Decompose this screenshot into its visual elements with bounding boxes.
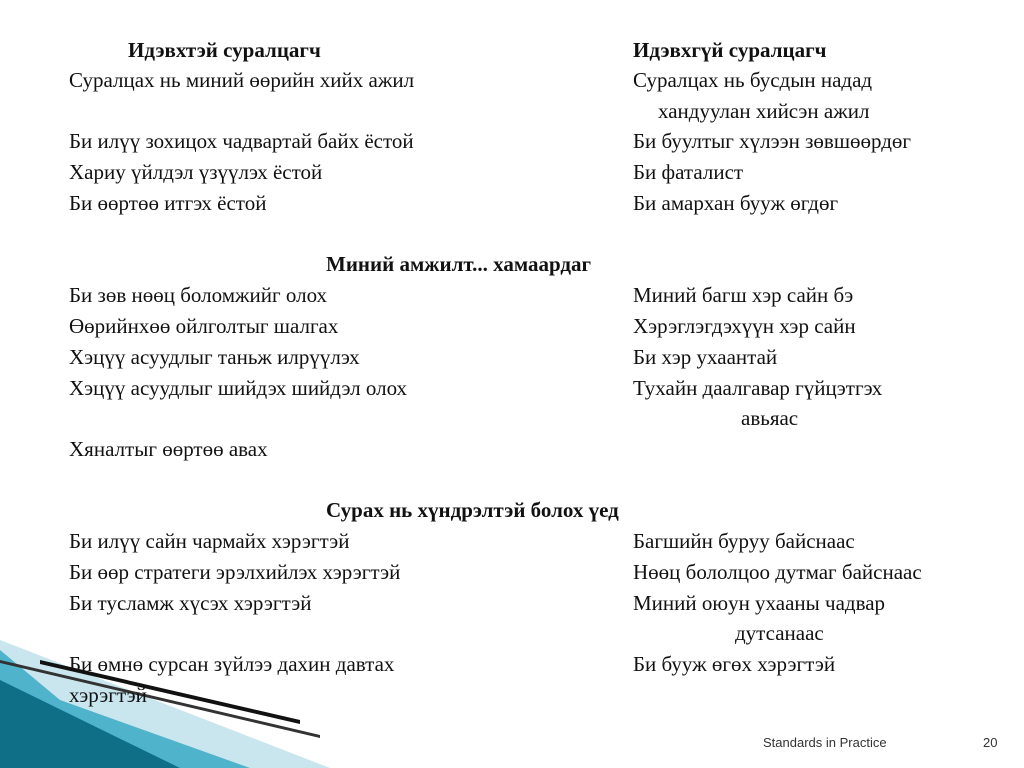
s3-right-row-3b: дутсанаас [735,621,824,645]
right-row-4: Би амархан бууж өгдөг [633,191,839,215]
section-3-title: Сурах нь хүндрэлтэй болох үед [326,498,619,522]
s2-right-row-2: Хэрэглэгдэхүүн хэр сайн [633,314,856,338]
left-row-4: Би өөртөө итгэх ёстой [69,191,267,215]
s3-right-row-2: Нөөц бололцоо дутмаг байснаас [633,560,922,584]
right-row-1b: хандуулан хийсэн ажил [658,99,870,123]
s2-left-row-3: Хэцүү асуудлыг таньж илрүүлэх [69,345,360,369]
s3-left-row-4a: Би өмнө сурсан зүйлээ дахин давтах [69,652,395,676]
page-number: 20 [983,735,998,750]
left-row-2: Би илүү зохицох чадвартай байх ёстой [69,129,414,153]
s3-left-row-1: Би илүү сайн чармайх хэрэгтэй [69,529,350,553]
right-row-3: Би фаталист [633,160,744,184]
s2-right-row-3: Би хэр ухаантай [633,345,778,369]
s3-right-row-4: Би бууж өгөх хэрэгтэй [633,652,836,676]
s2-right-row-1: Миний багш хэр сайн бэ [633,283,854,307]
left-row-1: Суралцах нь миний өөрийн хийх ажил [69,68,415,92]
s2-right-row-4b: авьяас [741,406,799,430]
right-column-header: Идэвхгүй суралцагч [633,38,827,62]
s2-right-row-4a: Тухайн даалгавар гүйцэтгэх [633,376,883,400]
s3-left-row-2: Би өөр стратеги эрэлхийлэх хэрэгтэй [69,560,401,584]
s2-left-row-4: Хэцүү асуудлыг шийдэх шийдэл олох [69,376,408,400]
s3-left-row-3: Би тусламж хүсэх хэрэгтэй [69,591,312,615]
right-row-1a: Суралцах нь бусдын надад [633,68,873,92]
right-row-2: Би буултыг хүлээн зөвшөөрдөг [633,129,912,153]
section-2-title: Миний амжилт... хамаардаг [326,252,592,276]
s3-right-row-3a: Миний оюун ухааны чадвар [633,591,886,615]
s2-left-row-5: Хяналтыг өөртөө авах [69,437,268,461]
left-row-3: Хариу үйлдэл үзүүлэх ёстой [69,160,323,184]
left-column-header: Идэвхтэй суралцагч [128,38,321,62]
s2-left-row-1: Би зөв нөөц боломжийг олох [69,283,328,307]
footer-title: Standards in Practice [763,735,887,750]
s2-left-row-2: Өөрийнхөө ойлголтыг шалгах [69,314,339,338]
s3-left-row-4b: хэрэгтэй [69,683,147,707]
s3-right-row-1: Багшийн буруу байснаас [633,529,855,553]
